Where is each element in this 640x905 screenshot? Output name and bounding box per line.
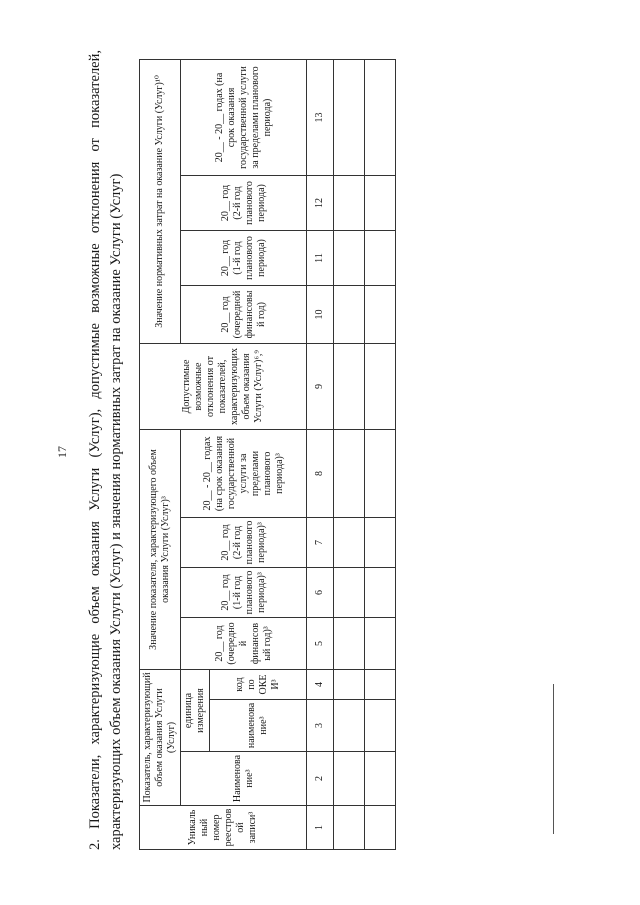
header-cost-y1: 20__ год (1-й год планового периода) (181, 230, 307, 285)
column-number: 11 (307, 230, 334, 285)
section-heading: 2. Показатели, характеризующие объем оказания Услуги (Услуг), допустимые возможные отклонения от показателей, характеризующих объем оказания Услуги (Услуг) и значения нормативных затрат на оказание Услуги (Услуг) (87, 50, 124, 850)
header-cost-group: Значение нормативных затрат на оказание Услуги (Услуг)¹⁰ (140, 59, 181, 343)
column-number: 12 (307, 175, 334, 230)
header-cost-y2: 20__ год (2-й год планового периода) (181, 175, 307, 230)
header-unit-code: код по ОКЕИ³ (210, 669, 307, 699)
column-number: 8 (307, 429, 334, 517)
table-row (365, 59, 396, 849)
header-cost-y0: 20__ год (очередной финансовый год) (181, 285, 307, 343)
header-deviation: Допустимые возможные отклонения от показателей, характеризующих объем оказания Услуги (Услуг)⁶,⁹ (140, 343, 307, 429)
header-name: Наименование³ (181, 752, 307, 806)
header-unit: единица измерения (181, 669, 210, 751)
column-number: 10 (307, 285, 334, 343)
header-value-y0: 20__ год (очередной финансовый год)³ (181, 617, 307, 669)
rotated-content (85, 50, 625, 850)
column-number: 4 (307, 669, 334, 699)
column-number: 5 (307, 617, 334, 669)
header-value-y1: 20__ год (1-й год планового периода)³ (181, 567, 307, 617)
header-value-range: 20__ - 20__ годах (на срок оказания государственной услуги за пределами планового периода)³ (181, 429, 307, 517)
footnote-separator (553, 684, 554, 834)
header-value-y2: 20__ год (2-й год планового периода)³ (181, 517, 307, 567)
page-number: 17 (55, 446, 69, 458)
column-number: 3 (307, 700, 334, 752)
column-number: 9 (307, 343, 334, 429)
header-cost-range: 20__ - 20__ годах (на срок оказания государственной услуги за пределами планового периода) (181, 59, 307, 175)
column-number: 7 (307, 517, 334, 567)
column-number: 1 (307, 806, 334, 850)
header-unit-name: наименование³ (210, 700, 307, 752)
indicators-table (139, 59, 396, 850)
column-number: 13 (307, 59, 334, 175)
header-indicator-group: Показатель, характеризующий объем оказания Услуги (Услуг) (140, 669, 181, 805)
table-row (334, 59, 365, 849)
header-value-group: Значение показателя, характеризующего объем оказания Услуги (Услуг)³ (140, 429, 181, 669)
column-number: 6 (307, 567, 334, 617)
header-record-number: Уникальный номер реестровой записи³ (140, 806, 307, 850)
column-number: 2 (307, 752, 334, 806)
